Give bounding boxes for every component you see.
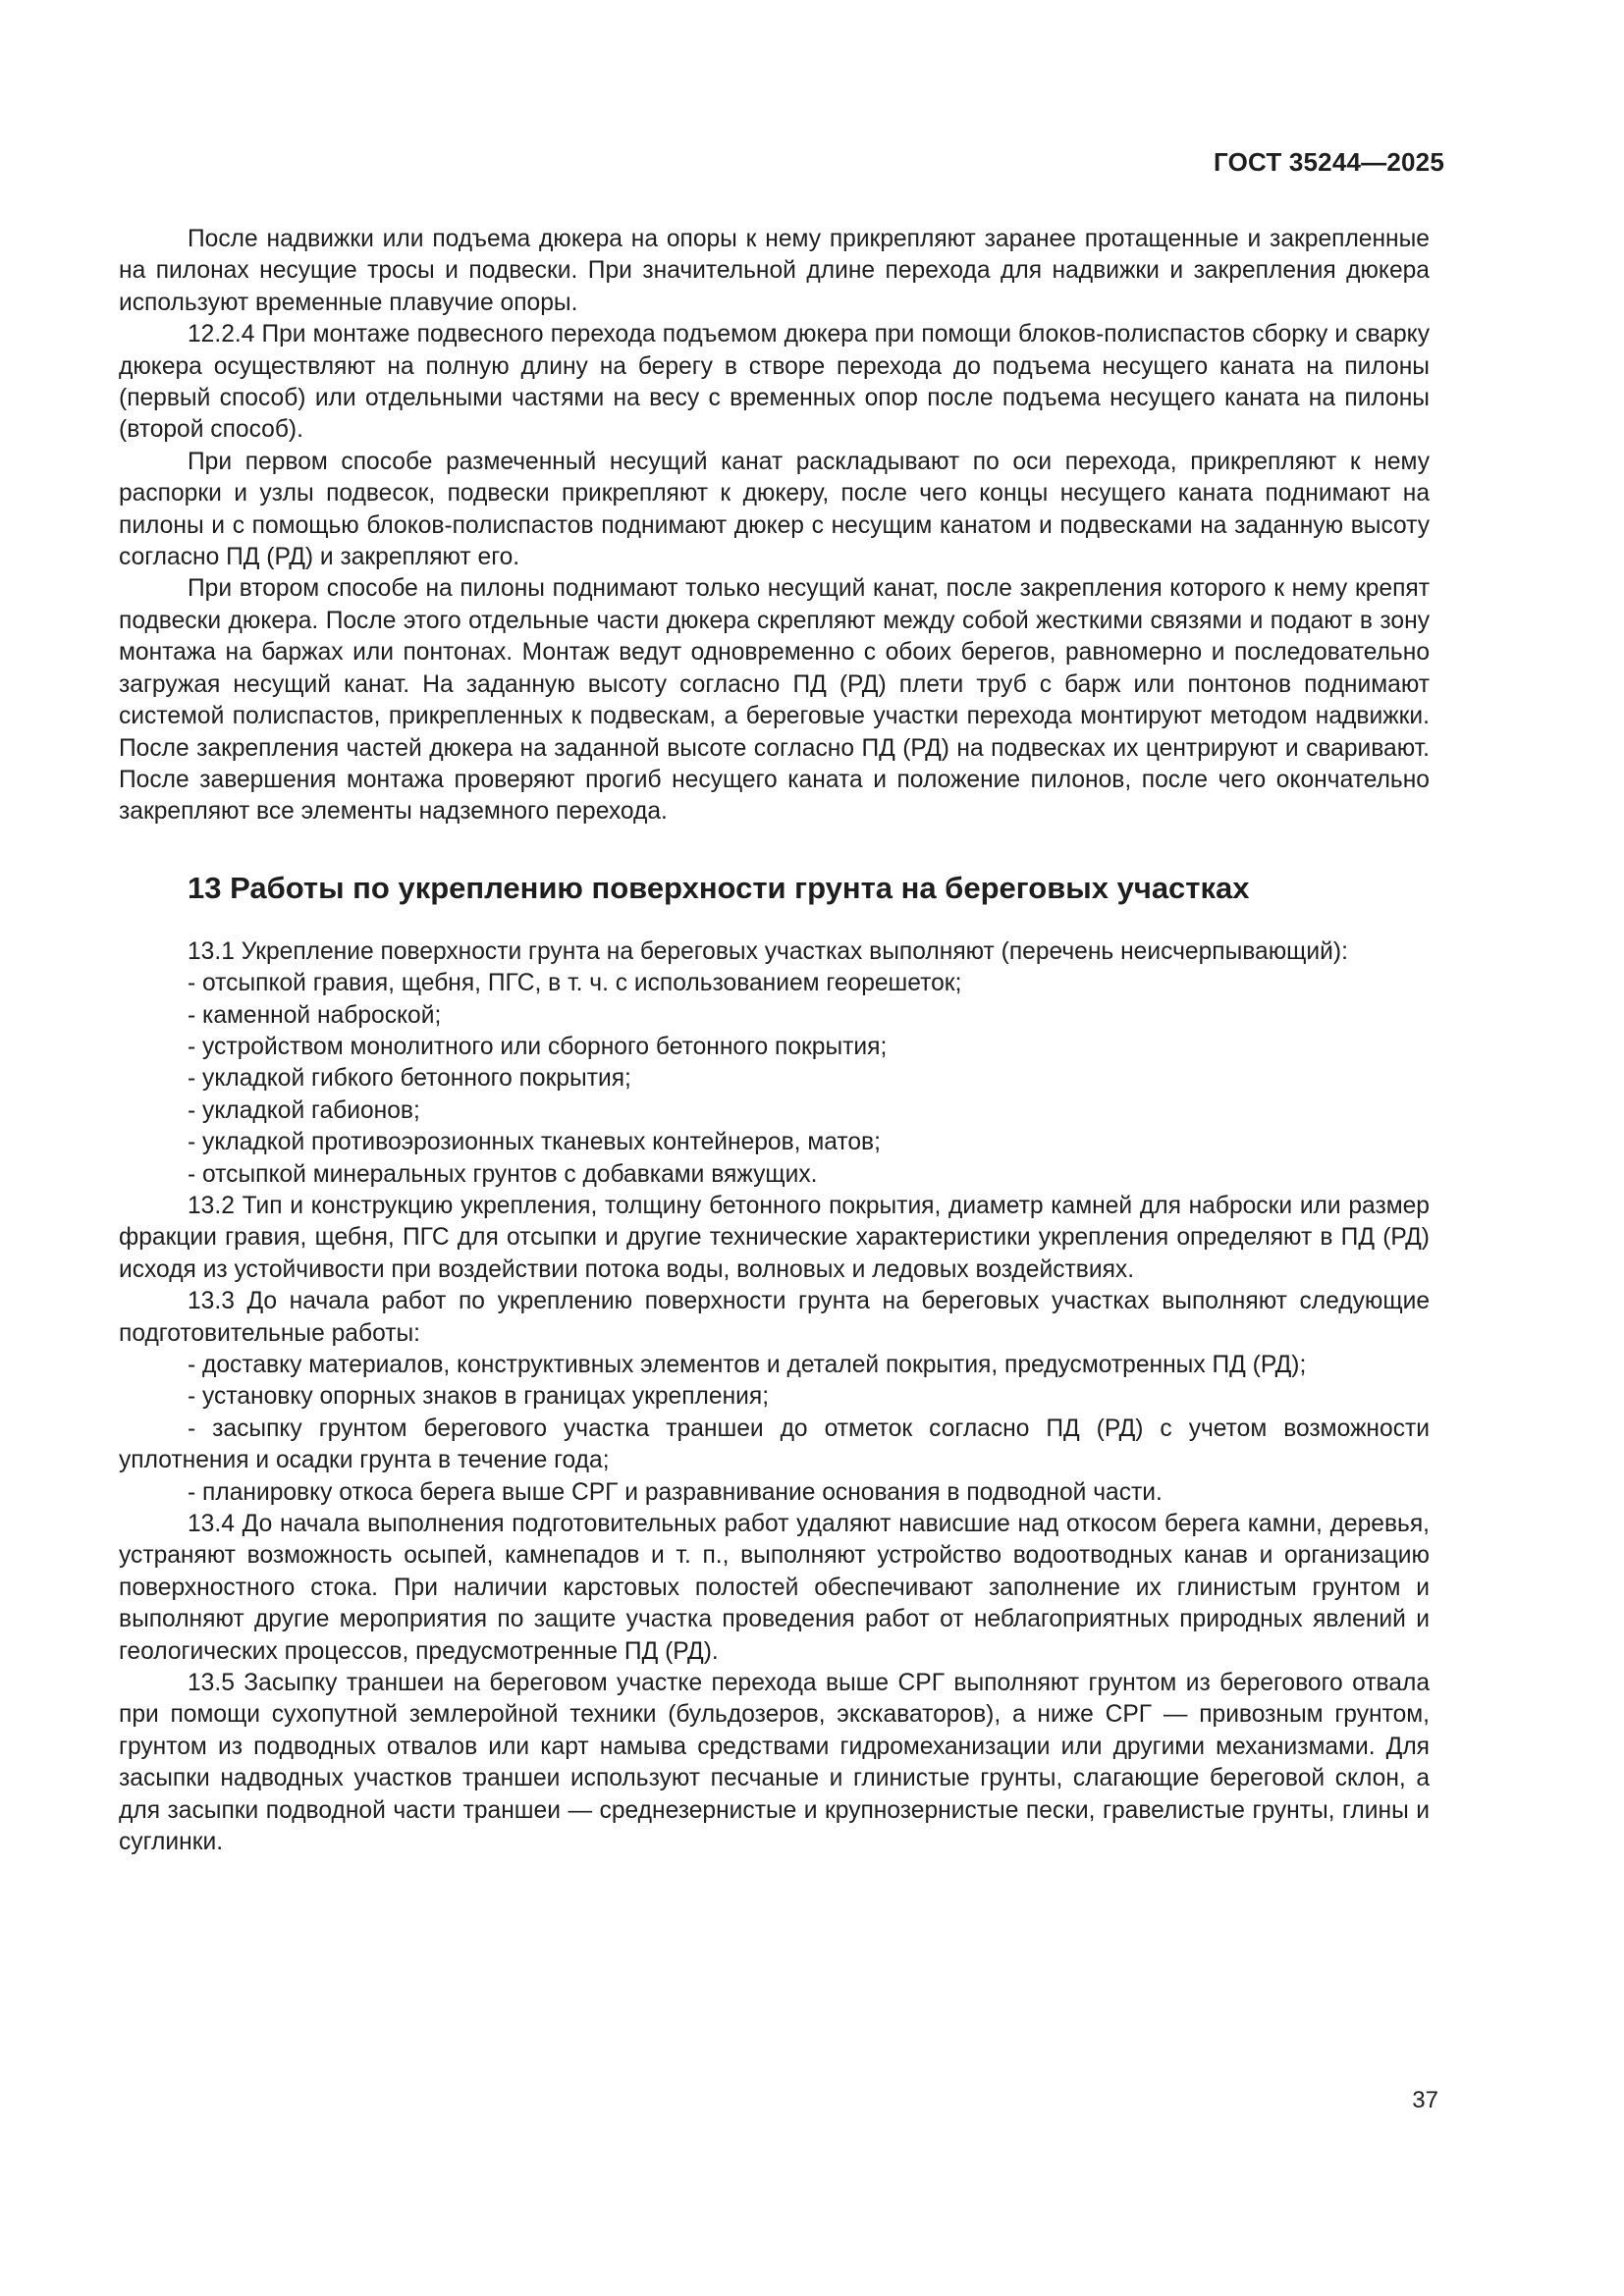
list-item: - отсыпкой минеральных грунтов с добавками вяжущих. — [188, 1160, 818, 1188]
clause-13-5: 13.5 Засыпку траншеи на береговом участке перехода выше СРГ выполняют грунтом из берегового отвала при помощи сухопутной землеройной техники (бульдозеров, экскаваторов), а ниже СРГ — привозным грунтом, грунтом из подводных отвалов или карт намыва средствами гидромеханизации или другими механизмами. Для засыпки надводных участков траншеи используют песчаные и глинистые грунты, слагающие береговой склон, а для засыпки подводной части траншеи — среднезернистые и крупнозернистые пески, гравелистые грунты, глины и суглинки. — [119, 1670, 1430, 1856]
clause-12-2-4: 12.2.4 При монтаже подвесного перехода подъемом дюкера при помощи блоков-полиспастов сборку и сварку дюкера осуществляют на полную длину на берегу в створе перехода до подъема несущего каната на пилоны (первый способ) или отдельными частями на весу с временных опор после подъема несущего каната на пилоны (второй способ). — [119, 321, 1430, 444]
page-number: 37 — [1412, 2087, 1438, 2113]
clause-13-2: 13.2 Тип и конструкцию укрепления, толщину бетонного покрытия, диаметр камней для наброски или размер фракции гравия, щебня, ПГС для отсыпки и другие технические характеристики укрепления определяют в ПД (РД) исходя из устойчивости при воздействии потока воды, волновых и ледовых воздействиях. — [119, 1192, 1430, 1283]
clause-13-4: 13.4 До начала выполнения подготовительных работ удаляют нависшие над откосом берега камни, деревья, устраняют возможность осыпей, камнепадов и т. п., выполняют устройство водоотводных канав и организацию поверхностного стока. При наличии карстовых полостей обеспечивают заполнение их глинистым грунтом и выполняют другие мероприятия по защите участка проведения работ от неблагоприятных природных явлений и геологических процессов, предусмотренные ПД (РД). — [119, 1511, 1430, 1665]
clause-13-1: 13.1 Укрепление поверхности грунта на береговых участках выполняют (перечень неисчерпывающий): — [188, 937, 1348, 965]
section-13-heading: 13 Работы по укреплению поверхности грунта на береговых участках — [188, 870, 1250, 905]
list-item: - устройством монолитного или сборного бетонного покрытия; — [188, 1033, 888, 1060]
list-item: - доставку материалов, конструктивных элементов и деталей покрытия, предусмотренных ПД (РД); — [188, 1352, 1307, 1378]
list-item: - отсыпкой гравия, щебня, ПГС, в т. ч. с использованием георешеток; — [188, 970, 962, 997]
list-item: - засыпку грунтом берегового участка траншеи до отметок согласно ПД (РД) с учетом возможности уплотнения и осадки грунта в течение года; — [119, 1415, 1430, 1474]
clause-13-1-list — [119, 968, 1430, 1191]
paragraph-suspension-attachment: После надвижки или подъема дюкера на опоры к нему прикрепляют заранее протащенные и закрепленные на пилонах несущие тросы и подвески. При значительной длине перехода для надвижки и закрепления дюкера используют временные плавучие опоры. — [119, 226, 1430, 316]
list-item: - укладкой гибкого бетонного покрытия; — [188, 1065, 631, 1093]
page-content — [119, 224, 1430, 1859]
clause-13-3: 13.3 До начала работ по укреплению поверхности грунта на береговых участках выполняют следующие подготовительные работы: — [119, 1288, 1430, 1347]
list-item: - укладкой противоэрозионных тканевых контейнеров, матов; — [188, 1129, 881, 1156]
paragraph-second-method: При втором способе на пилоны поднимают только несущий канат, после закрепления которого к нему крепят подвески дюкера. После этого отдельные части дюкера скрепляют между собой жесткими связями и подают в зону монтажа на баржах или понтонах. Монтаж ведут одновременно с обоих берегов, равномерно и последовательно загружая несущий канат. На заданную высоту согласно ПД (РД) плети труб с барж или понтонов поднимают системой полиспастов, прикрепленных к подвескам, а береговые участки перехода монтируют методом надвижки. После закрепления частей дюкера на заданной высоте согласно ПД (РД) на подвесках их центрируют и сваривают. После завершения монтажа проверяют прогиб несущего каната и положение пилонов, после чего окончательно закрепляют все элементы надземного перехода. — [119, 575, 1430, 826]
list-item: - планировку откоса берега выше СРГ и разравнивание основания в подводной части. — [188, 1478, 1163, 1506]
paragraph-first-method: При первом способе размеченный несущий канат раскладывают по оси перехода, прикрепляют к нему распорки и узлы подвесок, подвески прикрепляют к дюкеру, после чего концы несущего каната поднимают на пилоны и с помощью блоков-полиспастов поднимают дюкер с несущим канатом и подвесками на заданную высоту согласно ПД (РД) и закрепляют его. — [119, 448, 1430, 571]
list-item: - укладкой габионов; — [188, 1096, 420, 1124]
document-code-header: ГОСТ 35244—2025 — [1214, 147, 1444, 177]
list-item: - каменной наброской; — [188, 1001, 442, 1029]
list-item: - установку опорных знаков в границах укрепления; — [188, 1383, 770, 1411]
clause-13-3-list — [119, 1350, 1430, 1509]
